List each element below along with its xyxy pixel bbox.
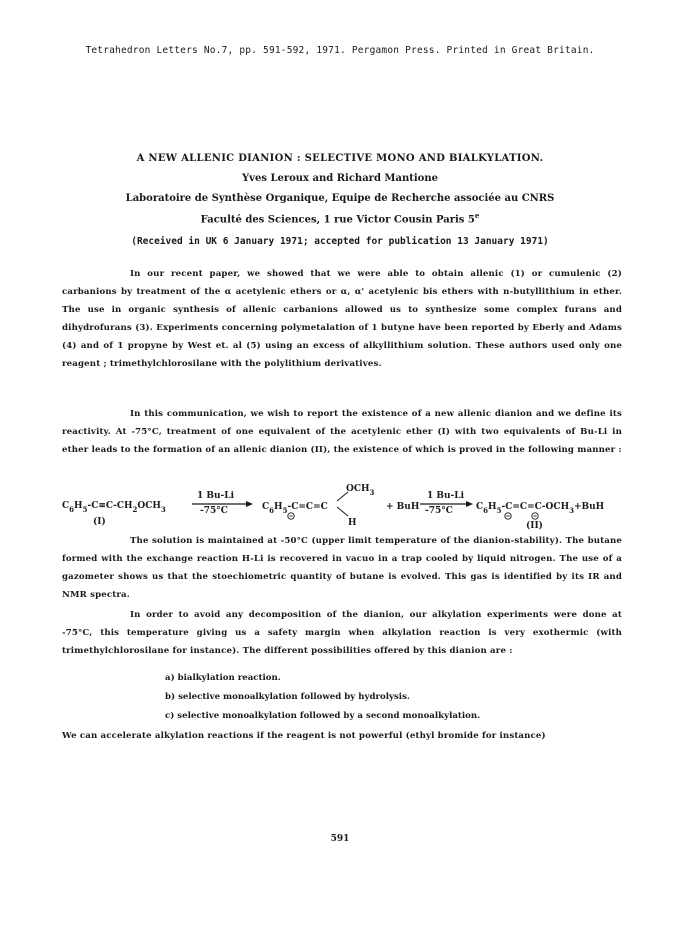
arrow-head-2 bbox=[466, 501, 473, 507]
arrow-head-1 bbox=[246, 501, 253, 507]
product-formula: $C_6H_5-C=C=C-OCH_3+BuH$ bbox=[476, 502, 605, 515]
plus-buh: + BuH bbox=[386, 502, 420, 512]
paragraph-2-text: In this communication, we wish to report the existence of a new allenic dianion and we define its reactivity. At -75°C, treatment of one equivalent of the acetylenic ether (I) with two equivalents of Bu-Li in ether leads to the formation of an allenic dianion (II), the existence of which is proved in the following manner : bbox=[62, 409, 622, 455]
paragraph-3 bbox=[62, 532, 622, 604]
received-date: (Received in UK 6 January 1971; accepted for publication 13 January 1971) bbox=[131, 236, 549, 247]
intermediate-formula: $C_6H_5-C=C=C$ bbox=[262, 502, 328, 515]
bond-down bbox=[337, 507, 348, 516]
paragraph-4 bbox=[62, 606, 622, 660]
paragraph-2 bbox=[62, 405, 622, 459]
article-title: A NEW ALLENIC DIANION : SELECTIVE MONO AND BIALKYLATION. bbox=[136, 153, 544, 164]
intermediate-h: H bbox=[348, 518, 357, 528]
faculty-address: Faculté des Sciences, 1 rue Victor Cousin Paris 5 bbox=[200, 214, 475, 226]
author-affiliation: Laboratoire de Synthèse Organique, Equipe de Recherche associée au CNRS bbox=[125, 193, 555, 204]
page-number: 591 bbox=[330, 834, 350, 844]
reactant-formula: $C_6H_5-C\equiv C-CH_2OCH_3$ bbox=[62, 501, 166, 514]
paragraph-4-text: In order to avoid any decomposition of the dianion, our alkylation experiments were done at -75°C, this temperature giving us a safety margin when alkylation reaction is very exothermic (with trimethylchlorosilane for instance). The different possibilities offered by this dianion are : bbox=[62, 610, 622, 656]
reactant-label: (I) bbox=[93, 517, 106, 527]
list-item: a) bialkylation reaction. bbox=[165, 673, 281, 683]
paragraph-5-text: We can accelerate alkylation reactions if the reagent is not powerful (ethyl bromide for instance) bbox=[62, 731, 546, 741]
paragraph-1 bbox=[62, 265, 622, 373]
temperature-2: -75°C bbox=[425, 506, 453, 516]
product-label: (II) bbox=[526, 521, 543, 531]
reaction-scheme bbox=[0, 478, 680, 538]
paragraph-3-text: The solution is maintained at -50°C (upper limit temperature of the dianion-stability). The butane formed with the exchange reaction H-Li is recovered in vacuo in a trap cooled by liquid nitrogen. The use of a gazometer shows us that the stoechiometric quantity of butane is evolved. This gas is identified by its IR and NMR spectra. bbox=[62, 536, 622, 600]
paragraph-1-text: In our recent paper, we showed that we were able to obtain allenic (1) or cumulenic (2) carbanions by treatment of the α acetylenic ethers or α, α' acetylenic bis ethers with n-butyllithium in ether. The use in organic synthesis of allenic carbanions allowed us to synthesize some complex furans and dihydrofurans (3). Experiments concerning polymetalation of 1 butyne have been reported by Eberly and Adams (4) and of 1 propyne by West et. al (5) using an excess of alkyllithium solution. These authors used only one reagent ; trimethylchlorosilane with the polylithium derivatives. bbox=[62, 269, 622, 369]
reagent-2: 1 Bu-Li bbox=[427, 491, 465, 501]
paragraph-5 bbox=[62, 727, 622, 745]
temperature-1: -75°C bbox=[200, 506, 228, 516]
reagent-1: 1 Bu-Li bbox=[197, 491, 235, 501]
journal-header: Tetrahedron Letters No.7, pp. 591-592, 1971. Pergamon Press. Printed in Great Britain. bbox=[85, 45, 595, 56]
article-authors: Yves Leroux and Richard Mantione bbox=[242, 173, 438, 184]
author-faculty bbox=[0, 211, 680, 225]
list-item: c) selective monoalkylation followed by a second monoalkylation. bbox=[165, 711, 481, 721]
reaction-equation bbox=[0, 478, 680, 538]
faculty-superscript: e bbox=[474, 211, 480, 220]
list-item: b) selective monoalkylation followed by hydrolysis. bbox=[165, 692, 410, 702]
intermediate-och3: $OCH_3$ bbox=[346, 484, 375, 497]
